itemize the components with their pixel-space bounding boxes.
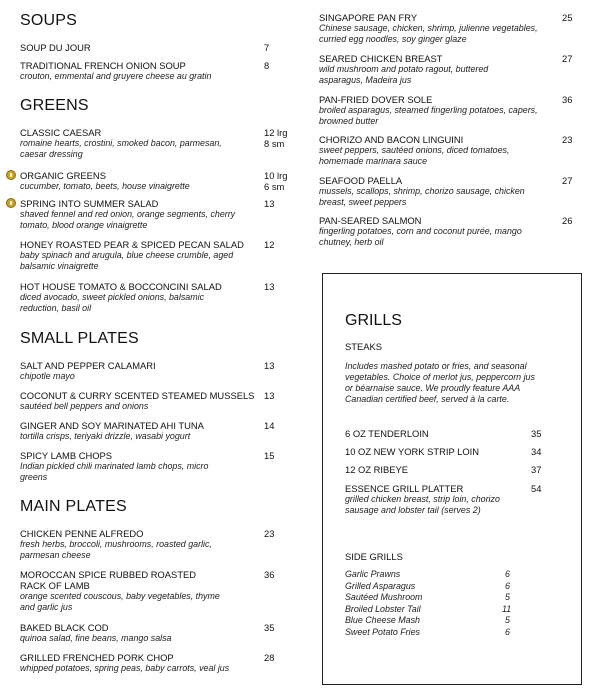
menu-item	[20, 60, 290, 82]
item-price: 23	[562, 134, 573, 145]
grills-panel	[322, 273, 582, 685]
side-item	[345, 592, 545, 604]
item-price: 13	[264, 360, 275, 371]
menu-item	[20, 360, 290, 382]
item-name: TRADITIONAL FRENCH ONION SOUP	[20, 60, 186, 71]
item-price: 23	[264, 528, 275, 539]
item-name: COCONUT & CURRY SCENTED STEAMED MUSSELS	[20, 390, 255, 401]
item-name: ORGANIC GREENS	[20, 170, 106, 181]
item-price: 25	[562, 12, 573, 23]
item-description: Indian pickled chili marinated lamb chops, micro greens	[20, 461, 209, 482]
item-name: SPICY LAMB CHOPS	[20, 450, 113, 461]
item-description: orange scented couscous, baby vegetables, thyme and garlic jus	[20, 591, 220, 612]
item-price: 12 lrg	[264, 127, 288, 138]
menu-item	[20, 390, 290, 412]
item-description: fingerling potatoes, corn and coconut purée, mango chutney, herb oil	[319, 226, 522, 247]
side-item	[345, 581, 545, 593]
item-price: 13	[264, 390, 275, 401]
side-price: 11	[502, 603, 512, 614]
side-name: Sautéed Mushroom	[345, 592, 423, 602]
item-description: grilled chicken breast, strip loin, chorizo sausage and lobster tail (serves 2)	[345, 494, 500, 515]
section-title-soups: SOUPS	[20, 12, 78, 29]
item-price: 37	[531, 464, 542, 475]
section-title-greens: GREENS	[20, 97, 89, 114]
item-price: 10 lrg	[264, 170, 288, 181]
item-price: 13	[264, 198, 275, 209]
side-name: Sweet Potato Fries	[345, 626, 420, 637]
menu-item	[20, 170, 290, 192]
item-price: 36	[264, 569, 275, 580]
item-price: 35	[264, 622, 275, 633]
item-price: 8	[264, 60, 270, 71]
item-name: GINGER AND SOY MARINATED AHI TUNA	[20, 420, 204, 431]
item-description: cucumber, tomato, beets, house vinaigrette	[20, 181, 190, 191]
item-name: SPRING INTO SUMMER SALAD	[20, 198, 159, 209]
steak-item	[345, 464, 575, 475]
vegetarian-icon	[6, 170, 16, 180]
side-price: 6	[505, 569, 510, 579]
item-name: SOUP DU JOUR	[20, 42, 91, 53]
menu-item	[319, 53, 581, 86]
item-description: shaved fennel and red onion, orange segments, cherry tomato, blood orange vinaigrette	[20, 209, 236, 230]
item-name: SALT AND PEPPER CALAMARI	[20, 360, 156, 371]
grills-note: Includes mashed potato or fries, and seasonal vegetables. Choice of merlot jus, peppercorn jus or béarnaise sauce. We proudly feature AAA Canadian certified beef, served à la carte.	[345, 361, 535, 404]
side-grills-list	[345, 569, 545, 638]
steak-item	[345, 428, 575, 439]
item-description: quinoa salad, fine beans, mango salsa	[20, 633, 172, 643]
vegetarian-icon	[6, 198, 16, 208]
side-name: Blue Cheese Mash	[345, 615, 420, 625]
section-title-small-plates: SMALL PLATES	[20, 330, 139, 347]
menu-item	[20, 450, 290, 483]
menu-item	[20, 569, 290, 613]
section-title-main-plates: MAIN PLATES	[20, 498, 127, 515]
item-name: 6 OZ TENDERLOIN	[345, 428, 429, 439]
side-price: 5	[505, 592, 510, 602]
menu-item	[319, 215, 581, 248]
item-name: ESSENCE GRILL PLATTER	[345, 483, 464, 494]
item-price-small: 6 sm	[264, 181, 285, 192]
item-price: 35	[531, 428, 542, 439]
item-price: 12	[264, 239, 275, 250]
item-description: crouton, emmental and gruyere cheese au gratin	[20, 71, 212, 81]
item-price: 28	[264, 652, 275, 663]
side-name: Garlic Prawns	[345, 569, 401, 579]
item-price: 15	[264, 450, 275, 461]
item-description: diced avocado, sweet pickled onions, balsamic reduction, basil oil	[20, 292, 205, 313]
menu-item	[20, 127, 290, 160]
item-name: SINGAPORE PAN FRY	[319, 12, 418, 23]
item-name: PAN-FRIED DOVER SOLE	[319, 94, 433, 105]
item-price: 27	[562, 53, 573, 64]
side-item	[345, 604, 545, 616]
item-description: whipped potatoes, spring peas, baby carrots, veal jus	[20, 663, 230, 673]
side-name: Grilled Asparagus	[345, 580, 416, 591]
item-description: sweet peppers, sautéed onions, diced tomatoes, homemade marinara sauce	[319, 145, 510, 166]
item-description: mussels, scallops, shrimp, chorizo sausage, chicken breast, sweet peppers	[319, 186, 525, 207]
item-price: 14	[264, 420, 275, 431]
menu-item	[319, 134, 581, 167]
item-name: CHICKEN PENNE ALFREDO	[20, 528, 144, 539]
side-price: 5	[505, 615, 510, 625]
item-name: CLASSIC CAESAR	[20, 127, 102, 138]
item-description: chipotle mayo	[20, 371, 75, 381]
menu-item	[319, 12, 581, 45]
item-price: 26	[562, 215, 573, 226]
menu-item	[20, 239, 290, 272]
item-price: 27	[562, 175, 573, 186]
item-name: SEAFOOD PAELLA	[319, 175, 403, 186]
item-name: SEARED CHICKEN BREAST	[319, 53, 443, 64]
menu-item	[20, 420, 290, 442]
steak-item	[345, 446, 575, 457]
item-name: MOROCCAN SPICE RUBBED ROASTED RACK OF LAMB	[20, 569, 197, 591]
item-name: PAN-SEARED SALMON	[319, 215, 422, 226]
item-name: HOT HOUSE TOMATO & BOCCONCINI SALAD	[20, 281, 222, 292]
item-description: sautéed bell peppers and onions	[20, 401, 149, 411]
item-price: 36	[562, 94, 573, 105]
side-item	[345, 569, 545, 581]
steak-item	[345, 483, 575, 516]
item-name: 12 OZ RIBEYE	[345, 464, 409, 475]
item-description: wild mushroom and potato ragout, buttered asparagus, Madeira jus	[319, 64, 489, 85]
menu-item	[20, 528, 290, 561]
item-description: romaine hearts, crostini, smoked bacon, parmesan, caesar dressing	[20, 138, 222, 159]
steaks-label: STEAKS	[345, 341, 382, 352]
side-item	[345, 615, 545, 627]
item-price: 34	[531, 446, 542, 457]
section-title-grills: GRILLS	[345, 312, 402, 329]
item-description: fresh herbs, broccoli, mushrooms, roasted garlic, parmesan cheese	[20, 539, 212, 560]
item-price: 7	[264, 42, 270, 53]
side-name: Broiled Lobster Tail	[345, 603, 421, 614]
item-description: broiled asparagus, steamed fingerling potatoes, capers, browned butter	[319, 105, 538, 126]
side-grills-label: SIDE GRILLS	[345, 551, 403, 562]
item-name: GRILLED FRENCHED PORK CHOP	[20, 652, 174, 663]
item-price: 54	[531, 483, 542, 494]
side-price: 6	[505, 580, 510, 591]
item-description: tortilla crisps, teriyaki drizzle, wasabi yogurt	[20, 431, 191, 441]
item-name: BAKED BLACK COD	[20, 622, 109, 633]
item-name: CHORIZO AND BACON LINGUINI	[319, 134, 464, 145]
item-price: 13	[264, 281, 275, 292]
item-description: baby spinach and arugula, blue cheese crumble, aged balsamic vinaigrette	[20, 250, 234, 271]
item-price-small: 8 sm	[264, 138, 285, 149]
menu-item	[20, 42, 290, 53]
side-price: 6	[505, 626, 510, 637]
side-item	[345, 627, 545, 639]
item-description: Chinese sausage, chicken, shrimp, julienne vegetables, curried egg noodles, soy ginger glaze	[319, 23, 538, 44]
menu-item	[20, 198, 290, 231]
menu-item	[20, 281, 290, 314]
item-name: 10 OZ NEW YORK STRIP LOIN	[345, 446, 480, 457]
menu-item	[319, 175, 581, 208]
item-name: HONEY ROASTED PEAR & SPICED PECAN SALAD	[20, 239, 244, 250]
menu-item	[20, 622, 290, 644]
menu-item	[319, 94, 581, 127]
menu-item	[20, 652, 290, 674]
